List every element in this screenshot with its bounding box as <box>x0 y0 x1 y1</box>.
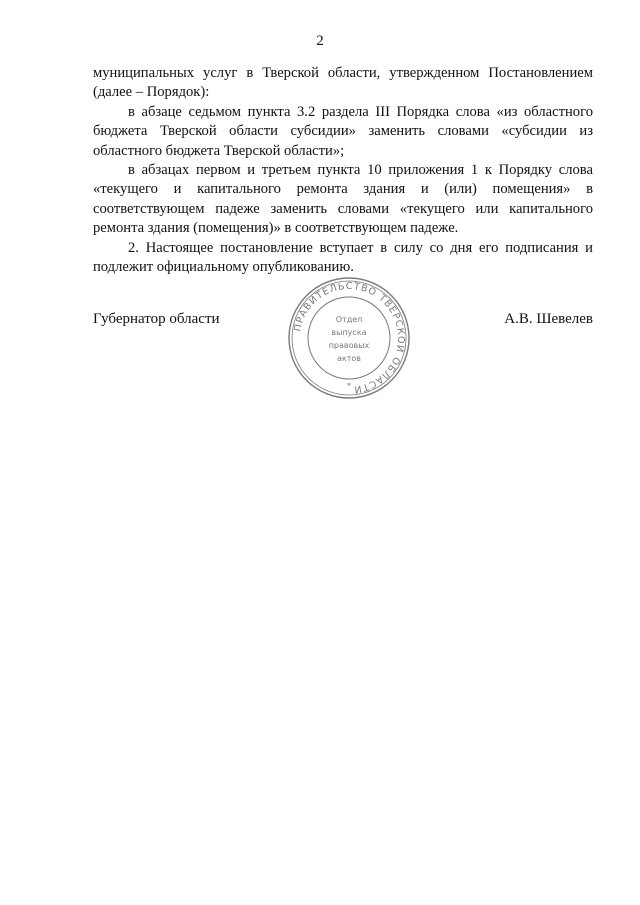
seal-ring-text: ПРАВИТЕЛЬСТВО ТВЕРСКОЙ ОБЛАСТИ <box>292 280 407 395</box>
paragraph-amendment-1: в абзаце седьмом пункта 3.2 раздела III Порядка слова «из областного бюджета Тверской области субсидии» заменить словами «субсидии из областного бюджета Тверской области»; <box>93 103 593 159</box>
seal-center-line: выпуска <box>331 328 367 337</box>
official-seal <box>286 275 412 401</box>
document-body <box>93 64 593 277</box>
paragraph-effective-date: 2. Настоящее постановление вступает в силу со дня его подписания и подлежит официальному опубликованию. <box>93 239 593 276</box>
paragraph-continuation: муниципальных услуг в Тверской области, утвержденном Постановлением (далее – Порядок): <box>93 65 593 101</box>
svg-text:ПРАВИТЕЛЬСТВО ТВЕРСКОЙ ОБЛАСТИ <box>292 281 406 395</box>
paragraph-amendment-2: в абзацах первом и третьем пункта 10 приложения 1 к Порядку слова «текущего и капитального ремонта здания и (или) помещения» в соответствующем падеже заменить словами «текущего или капитального ремонта здания (помещения)» в соответствующем падеже. <box>93 162 593 237</box>
seal-center-line: актов <box>336 354 362 363</box>
signatory-name: А.В. Шевелев <box>504 311 593 327</box>
seal-center-line: правовых <box>328 341 370 350</box>
page-number: 2 <box>316 33 324 49</box>
seal-center-line: Отдел <box>335 315 363 324</box>
signatory-title: Губернатор области <box>93 311 220 327</box>
svg-text:*: * <box>346 381 352 391</box>
